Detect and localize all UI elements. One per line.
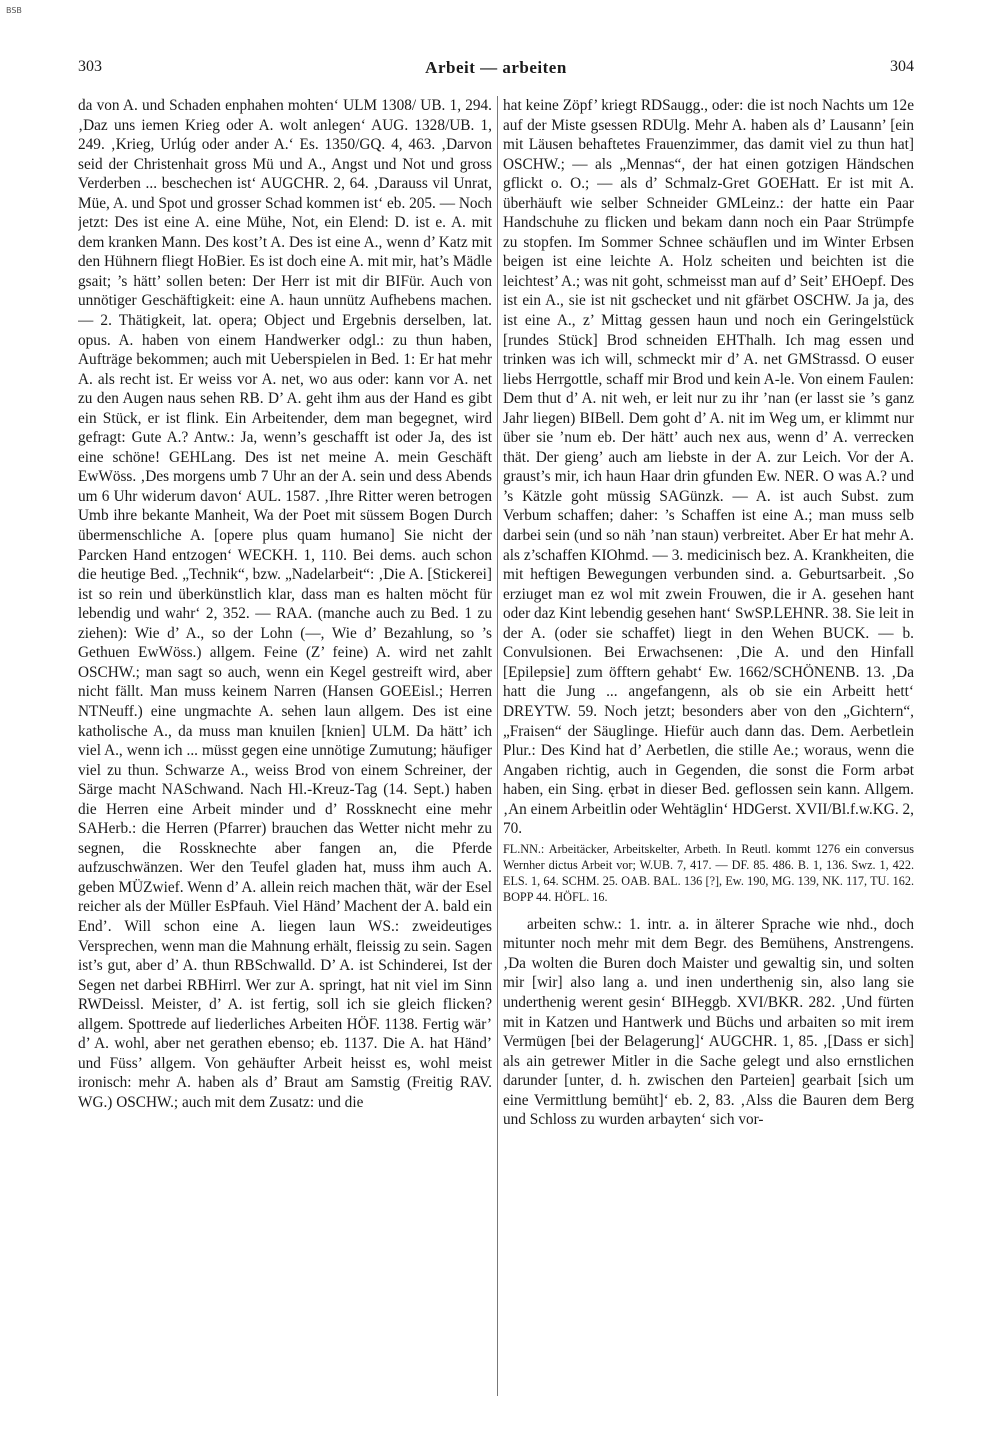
page-number-right: 304 (890, 58, 914, 75)
page-number-left: 303 (78, 58, 102, 75)
page-header (78, 58, 914, 82)
column-divider (497, 96, 498, 1396)
entry-arbeiten: arbeiten schw.: 1. intr. a. in älterer Sprache wie nhd., doch mitunter noch mehr mit dem Begr. des Bemühens, Anstrengens. ‚Da wolten die Buren doch Maister und gewaltig sin, und solten mir [wir] also lang a. und inen underthenig sin, also lang sie underthenig werent gesin‘ BIHeggb. XVI/BKR. 282. ‚Und fürten mit in Katzen und Hantwerk und Büchs und arbaiten so mit irem Vermügen [bei der Belagerung]‘ AUGCHR. 1, 85. ‚[Dass er sich] als ain getrewer Mitler in die Sache gelegt und also ernstlichen darunder [unter, d. h. zwischen den Parteien] gearbait [sich um eine Vermittlung bemüht]‘ eb. 2, 83. ‚Alss die Bauren dem Berg und Schloss zu wurden arbayten‘ sich vor- (503, 915, 914, 1129)
left-column-text: da von A. und Schaden enphahen mohten‘ ULM 1308/ UB. 1, 294. ‚Daz uns iemen Krieg oder A. wolt anlegen‘ AUG. 1328/UB. 1, 249. ‚Krieg, Urlúg oder ander A.‘ Es. 1350/GQ. 4, 463. ‚Darvon seid der Christenhait gross Mü und A., Angst und Not und gross Verderben ... beschechen ist‘ AUGCHR. 2, 64. ‚Darauss vil Unrat, Müe, A. und Spot und grosser Schad kommen ist‘ eb. 205. — Noch jetzt: Des ist eine A. eine Mühe, Not, ein Elend: D. ist e. A. mit dem kranken Mann. Des kost’t A. Des ist eine A., wenn d’ Katz mit den Hühnern fliegt HoBier. Es ist doch eine A. mit mir, hat’s Mädle gsait; ’s hätt’ sollen beten: Der Herr ist mit dir BIFür. Auch von unnötiger Geschäftigkeit: eine A. haun unnütz Aufhebens machen. — 2. Thätigkeit, lat. opera; Object und Ergebnis derselben, lat. opus. A. haben von einem Handwerker odgl.: zu thun haben, Aufträge bekommen; auch mit Ueberspielen in Bed. 1: Er hat mehr A. als recht ist. Er weiss vor A. net, wo aus oder: kann vor A. net zu den Augen naus sehen RB. D’ A. geht ihm aus der Hand es gibt ein Stück, er ist flink. Ein Arbeitender, dem man begegnet, wird gefragt: Gute A.? Antw.: Ja, wenn’s geschafft ist oder Ja, des ist eine schöne! GEHLang. Des ist net meine A. mein Geschäft EwWöss. ‚Des morgens umb 7 Uhr an der A. sein und dess Abends um 6 Uhr widerum davon‘ AUL. 1587. ‚Ihre Ritter weren betrogen Umb ihre bekante Manheit, Wa der Poet mit süssem Bogen Durch übermenschliche A. [opere plus quam humano] Sie nicht der Parcken Hand entzogen‘ WECKH. 1, 110. Bei dems. auch schon die heutige Bed. „Technik“, bzw. „Nadelarbeit“: ‚Die A. [Stickerei] ist so rein und überkünstlich klar, dass man es halten möcht für lebendig und wahr‘ 2, 352. — RAA. (manche auch zu Bed. 1 zu ziehen): Wie d’ A., so der Lohn (—, Wie d’ Bezahlung, so ’s Gethuen EwWöss.) allgem. Feine (Z’ feine) A. wird net zahlt OSCHW.; man sagt so auch, wenn ein Kegel gestreift wird, aber nicht fällt. Man muss keinem Narren (Hansen GOEEisl.; Herren NTNeuff.) eine ungmachte A. sehen laun allgem. Des ist eine katholische A., da muss man knuilen [knien] ULM. Da hätt’ ich viel A., wenn ich ... müsst gegen eine unnötige Zumutung; häufiger viel zu thun. Schwarze A., weiss Brod von einem Schreiner, der Särge macht NASchwand. Nach Hl.-Kreuz-Tag (14. Sept.) haben die Herren eine Arbeit minder und d’ Rossknecht eine mehr SAHerb.: die Herren (Pfarrer) brauchen das Wetter nicht mehr zu segnen, die Rossknechte aber fangen an, die Pferde aufzuschwänzen. Wer den Teufel gladen hat, muss ihm auch A. geben MÜZwief. Wenn d’ A. allein reich machen thät, wär der Esel reicher als der Müller EsPfauh. Viel Händ’ Machent der A. bald ein End’. Will schon eine A. liegen laun WS.: zweideutiges Versprechen, wenn man die Mahnung erhält, fleissig zu sein. Sagen ist’s gut, aber d’ A. thun RBSchwalld. D’ A. ist Schinderei, Ist der Segen net darbei RBHirrl. Wer zur A. springt, hat nit viel im Sinn RWDeissl. Meister, d’ A. ist fertig, soll ich sie gleich flicken? allgem. Spottrede auf liederliches Arbeiten HÖF. 1138. Fertig wär’ d’ A. wohl, aber net gerathen ebenso; eb. 1137. Die A. hat Händ’ und Füss’ allgem. Von gehäufter Arbeit heisst es, wohl meist ironisch: mehr A. haben als d’ Braut am Samstig (Freitig RAV. WG.) OSCHW.; auch mit dem Zusatz: und die (78, 97, 492, 1111)
right-column (503, 96, 914, 1396)
library-watermark: BSB (6, 6, 22, 15)
running-title: Arbeit — arbeiten (425, 58, 567, 77)
reference-block: FL.NN.: Arbeitäcker, Arbeitskelter, Arbeth. In Reutl. kommt 1276 ein conversus Wernher dictus Arbeit vor; W.UB. 7, 417. — DF. 85. 486. B. 1, 136. Swz. 1, 422. ELS. 1, 64. SCHM. 25. OAB. BAL. 136 [?], Ew. 190, MG. 139, NK. 117, TU. 162. BOPP 44. HÖFL. 16. (503, 841, 914, 904)
right-column-text: hat keine Zöpf’ kriegt RDSaugg., oder: die ist noch Nachts um 12e auf der Miste gsessen RDUlg. Mehr A. haben als d’ Lausann’ [ein mit Läusen behaftetes Frauenzimmer, das damit viel zu thun hat] OSCHW.; — als „Mennas“, der hat einen gotzigen Händschen gflickt o. O.; — als d’ Schmalz-Gret GOEHatt. Er ist mit A. überhäuft wie selber Schneider GMLeinz.: der hatte ein Paar Handschuhe zu flicken und bekam dann noch ein Paar Strümpfe zu stopfen. Im Sommer Schnee schäuflen und im Winter Erbsen beigen ist eine leichte A. Holz scheiten und beichten ist die leichtest’ A.; was nit goht, schmeisst man auf d’ Seit’ EHOepf. Des ist ein A., sie ist nit gschecket und nit gfärbet OSCHW. Ja ja, des ist eine A., z’ Mittag gessen haun und noch ein Geringelstück [rundes Stück] Brod schneiden EHThalh. Ich mag essen und trinken was ich will, schmeckt mir d’ A. net GMStrassd. O euser liebs Herrgottle, schaff mir Brod und kein A-le. Von einem Faulen: Dem thut d’ A. nit weh, er leit nur zu ihr ’nan (er lasst sie ’s ganz Jahr liegen) BIBell. Dem goht d’ A. nit im Weg um, er klimmt nur über sie ’num eb. Der hätt’ auch nex aus, wenn d’ A. verrecken thät. Der gieng’ auch am liebste in der A. zur Leich. Vor der A. graust’s mir, ich haun Haar drin gfunden Ew. NER. O was A.? und ’s Kätzle goht müssig SAGünzk. — A. ist auch Subst. zum Verbum schaffen; daher: ’s Schaffen ist eine A.; man muss selb darbei sein (und so näh ’nan staun) verbreitet. Aber Er hat mehr A. als z’schaffen KIOhmd. — 3. medicinisch bez. A. Krankheiten, die mit heftigen Bewegungen verbunden sind. a. Geburtsarbeit. ‚So erziuget man ez wol mit zwein Frouwen, die ir A. gesehen hant oder daz Kint lebendig gesehen hant‘ SwSP.LEHNR. 38. Sie leit in der A. (oder sie schaffet) liegt in den Wehen BUCK. — b. Convulsionen. Bei Erwachsenen: ‚Die A. und den Hinfall [Epilepsie] zum öfftern gehabt‘ Ew. 1662/SCHÖNENB. 13. ‚Da hatt die Jung ... angefangenn, als ob sie ein Arbeitt hett‘ DREYTW. 59. Noch jetzt; besonders aber von den „Gichtern“, „Fraisen“ der Säuglinge. Hiefür auch dann das. Dem. Aerbetlein Plur.: Des Kind hat d’ Aerbetlen, die stille Ae.; woraus, wenn die Angaben richtig, auch in Gegenden, die sonst die Form arbət haben, ein Sing. ęrbət in dieser Bed. geflossen sein kann. Allgem. ‚An einem Arbeitlin oder Wehtäglin‘ HDGerst. XVII/Bl.f.w.KG. 2, 70. (503, 97, 914, 838)
left-column (78, 96, 492, 1396)
